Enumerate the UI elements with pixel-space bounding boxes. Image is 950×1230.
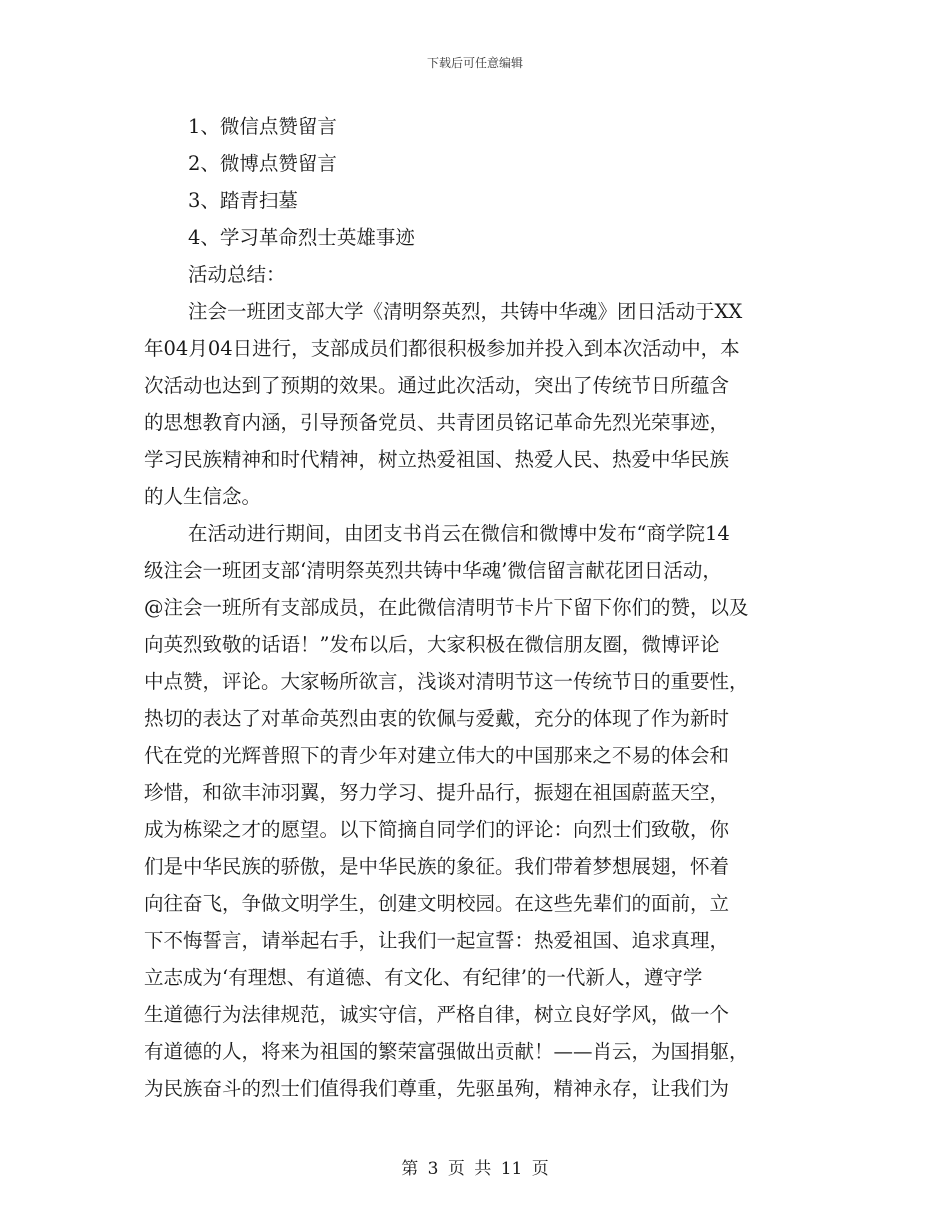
paragraph-line: 立志成为‘有理想、有道德、有文化、有纪律’的一代新人，遵守学 [144,966,703,989]
list-item: 2、微博点赞留言 [188,152,337,175]
paragraph-line: 次活动也达到了预期的效果。通过此次活动，突出了传统节日所蕴含 [144,374,730,397]
page-footer: 第 3 页 共 11 页 [401,1159,549,1179]
paragraph-line: 注会一班团支部大学《清明祭英烈，共铸中华魂》团日活动于XX [188,300,743,323]
paragraph-line: 为民族奋斗的烈士们值得我们尊重，先驱虽殉，精神永存，让我们为 [144,1077,730,1100]
paragraph-line: 珍惜，和欲丰沛羽翼，努力学习、提升品行，振翅在祖国蔚蓝天空， [144,781,730,804]
paragraph-line: 下不悔誓言，请举起右手，让我们一起宣誓：热爱祖国、追求真理， [144,929,730,952]
paragraph-line: 中点赞，评论。大家畅所欲言，浅谈对清明节这一传统节日的重要性， [144,670,749,693]
paragraph-line: 向往奋飞，争做文明学生，创建文明校园。在这些先辈们的面前，立 [144,892,730,915]
paragraph-line: 生道德行为法律规范，诚实守信，严格自律，树立良好学风，做一个 [144,1003,730,1026]
paragraph-line: 向英烈致敬的话语！”发布以后，大家积极在微信朋友圈，微博评论 [144,633,720,656]
paragraph-line: 代在党的光辉普照下的青少年对建立伟大的中国那来之不易的体会和 [144,744,730,767]
list-item: 4、学习革命烈士英雄事迹 [188,226,415,249]
section-heading: 活动总结： [188,263,286,286]
paragraph-line: 的人生信念。 [144,485,262,508]
paragraph-line: 热切的表达了对革命英烈由衷的钦佩与爱戴，充分的体现了作为新时 [144,707,730,730]
paragraph-line: 的思想教育内涵，引导预备党员、共青团员铭记革命先烈光荣事迹， [144,411,730,434]
document-body [144,108,804,1107]
paragraph-line: 们是中华民族的骄傲，是中华民族的象征。我们带着梦想展翅，怀着 [144,855,730,878]
paragraph-line: 在活动进行期间，由团支书肖云在微信和微博中发布“商学院14 [188,522,730,545]
paragraph-line: 有道德的人，将来为祖国的繁荣富强做出贡献！——肖云，为国捐躯， [144,1040,749,1063]
paragraph-line: @注会一班所有支部成员，在此微信清明节卡片下留下你们的赞，以及 [144,596,749,619]
paragraph-line: 年04月04日进行，支部成员们都很积极参加并投入到本次活动中，本 [144,337,740,360]
list-item: 3、踏青扫墓 [188,189,298,212]
paragraph-line: 级注会一班团支部‘清明祭英烈共铸中华魂’微信留言献花团日活动， [144,559,722,582]
paragraph-line: 成为栋梁之才的愿望。以下简摘自同学们的评论：向烈士们致敬，你 [144,818,730,841]
list-item: 1、微信点赞留言 [188,115,337,138]
page-header: 下载后可任意编辑 [426,56,523,70]
paragraph-line: 学习民族精神和时代精神，树立热爱祖国、热爱人民、热爱中华民族 [144,448,730,471]
